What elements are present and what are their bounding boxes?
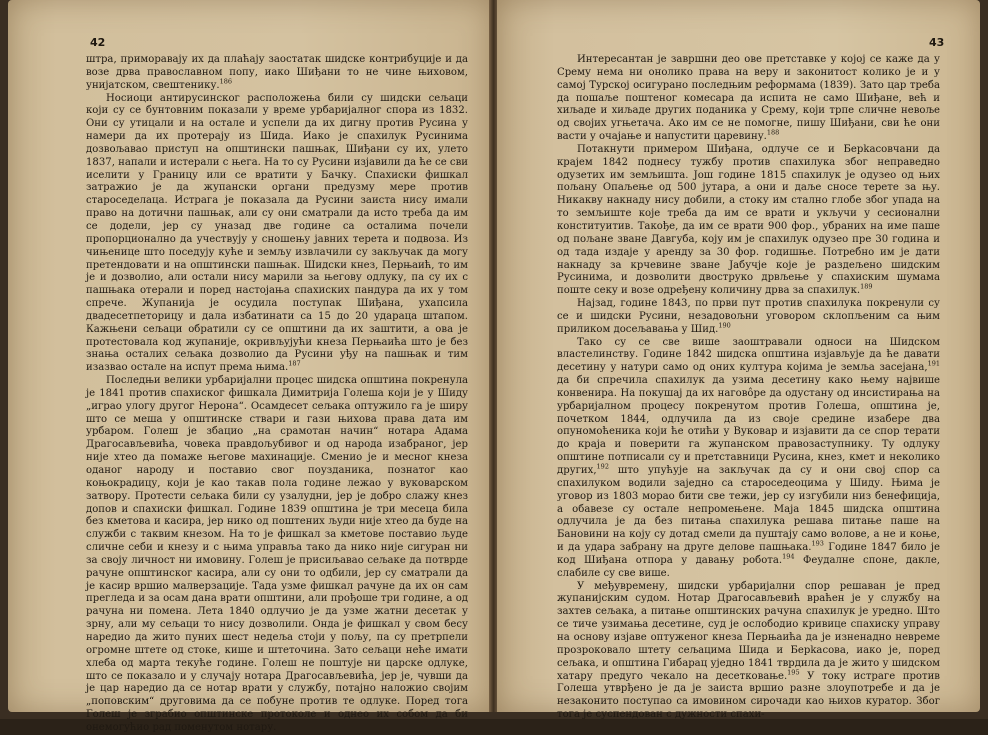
paragraph: Потакнути примером Шиђана, одлуче се и Берkасовчани да крајем 1842 поднесу тужбу против спахилука због неправедно одузетих им земљишта. Још године 1815 спахилук је одузео од њих пољану Опаљење од 500 јутара, а они и даље сносе терете за њу. Никакву накнаду нису добили, а стоку им стално глобе због упада на то земљиште које треба да им се врати и укључи у сесионални конституитив. Такође, да им се врати 900 фор., убраних на име пашe од пољане зване Давгуба, коју им је спахилук одузео пре 30 година и од тада издаје у аренду за 30 фор. годишње. Потребно им је дати накнаду за крчевине зване Јабучје које је раздељено шидским Русинима, и дозволити двоструко дрвљење у спахиским шумама поште секу и возе одређену количину дрва за спахилук.$^{189}$ <box>557 143 940 297</box>
footnote-ref: 194 <box>782 552 795 561</box>
footnote-ref: 187 <box>288 359 301 368</box>
footnote-ref: 190 <box>718 321 731 330</box>
paragraph: Последњи велики урбаријални процес шидска општина покренула је 1841 против спахиског фишкала Димитрија Голеша који је у Шиду „играо улогу другог Нерона“. Осамдесет сељака оптужило га је ширу што се меша у општинске ствари и гази њихова права дата им урбаром. Голеш је збацио „на срамотан начин“ нотара Адама Драгосављевића, човека правдољубивог и од народа изабраног, јер није хтео да помаже његове махинације. Сменио је и месног кнеза оданог народу и поставио свог поузданика, познатог као коњокрадицу, који је као такав пола године лежао у вуковарском затвору. Протести сељака били су узалудни, јер је добро слажу кнез допов и спахиски фишкал. Године 1839 општина је три месеца била без кметова и касира, јер нико од поштених људи није хтео да буде на служби с таквим кнезом. На то је фишкал за кметове поставио људе сличне себи и кнезу и с њима управља тако да нико није сигуран ни за своју личност ни имовину. Голеш је присиљавао сељаке да потврде рачуне општинског касира, али су они то одбили, јер су сматрали да је касир вршио малверзације. Тада узме фишкал рачуне да их он сам прегледа и за осам дана врати општини, али прођоше три године, а од рачуна ни помена. Лета 1840 одлучио је да узме жатни десетак у зрну, али му сељаци то нису дозволили. Онда је фишкал у свом бесу наредио да жито пуних шест недеља стоји у пољу, па су претрпели огромне штете од стоке, кише и штеточина. Зато сељаци нећe имати хлеба од марта текуће године. Голеш не поштује ни царске одлуке, што се показало и у случају нотара Драгосављевића, јер је, чувши да је цар наредио да се нотар врати у службу, потајно наложио својим „поповским“ друговима да се побуне против те одлуке. Поред тога Голеш је зграбио општинске протоколе и однео их собом да би онемогућио рад поменутом нотару. <box>86 375 468 733</box>
footnote-ref: 189 <box>860 282 873 291</box>
right-page <box>497 0 980 721</box>
paragraph: Интересантан је завршни део ове претставке у којој се каже да у Срему нема ни оноликo права на веру и законитост колико је и у самој Турској осигурано последњим реформама (1839). Зато цар треба да пошаље поштеног комесара да испита не само Шиђане, већ и хиљаде и хиљаде других поданика у Срему, који трпе сличне невоље од својих угњетача. Ако им се не помогне, пишу Шиђани, сви ће они васти у очајање и напустити царевину.$^{188}$ <box>557 54 940 143</box>
paragraph: Носиоци антирусинског расположења били су шидски сељаци који су се бунтовним показали у време урбаријалног спора из 1832. Они су утицали и на остале и успели да их дигну против Русина у намери да их протерају из Шида. Иако је спахилук Русинима дозвољавао приступ на општински пашњак, Шиђани су их, улето 1837, напали и истерали с њега. На то су Русини изјавили да ће се сви иселити у Границу или се вратити у Бачку. Спахиски фишкал затражио је да жупански органи предузму мере против староседелаца. Истрага је показала да Русини заиста нису имали право на дотични пашњак, али су они сматрали да исто треба да им се додели, јер су уназад две године са осталима почели пропорционално да учествују у сношењу јавних терета и подвоза. Из чињенице што поседују куће и земљу извлачили су закључак да могу претендовати и на општински пашњак. Шидски кнез, Перњаић, то им је и дозволио, али остали нису марили за његову одлуку, па су их с пашњака отерали и поред настојања спахиских пандура да их у том спрече. Жупанија је осудила поступак Шиђана, ухапсила двадесетпеторицу и дала избатинати са 15 до 20 удараца штапом. Кажњени сељаци обратили су се општини да их заштити, а ова је протестовала код жупаније, окривљујући кнеза Перњаића што је без знања осталих сељака дозволио да Русини уђу на пашњак и тим изазвао остале на испут према њима.$^{187}$ <box>86 92 468 374</box>
right-page-number: 43 <box>929 36 945 49</box>
footnote-ref: 188 <box>766 128 780 137</box>
footnote-ref: 186 <box>219 77 233 86</box>
right-page-text <box>557 54 940 722</box>
left-page-text <box>86 54 468 735</box>
footnote-ref: 195 <box>787 668 800 677</box>
left-page <box>8 0 491 733</box>
paragraph: Тако су се све више заоштравали односи на Шидском властелинству. Године 1842 шидска општина изјављује да ће давати десетину у натури само од оних култура којима је земља засејана,$^{191}$ да би спречила спахилук да узима десетину како њему највише конвенира. На покушај да их нагово̂ре да одустану од инсистирања на урбаријалном процесу покренутом против Голеша, општина је, почетком 1844, одлучила да из своје средине изабере два опуномоћеника који ће отићи у Вуковар и изјавити да се спор терати до краја и поверити га жупанском правозаступнику. Ту одлуку општине потписали су и претставници Русина, кнез, кмет и неколико других,$^{192}$ што упућује на закључак да су и они свој спор са спахилуком водили заједно са староседеоцима у Шиду. Њима је уговор из 1803 морао бити све тежи, јер су изгубили низ бенефиција, а обавезе су остале непромењене. Маја 1845 шидска општина одлучила је да без питања спахилука решава питање паше на Бановини на коју су дотад смели да пуштају само волове, а не и коње, и да удара забрану на друге делове пашњака.$^{193}$ Године 1847 било је код Шиђана отпора у давању робота.$^{194}$ Феудалне споне, дакле, слабиле су све више. <box>557 336 941 579</box>
paragraph: штра, приморавају их да плаћају заостатак шидске контрибуције и да возе дрва православном попу, иако Шиђани то не чине њиховом, унијатском, свештенику.$^{186}$ <box>86 54 468 91</box>
footnote-ref: 191 <box>927 359 940 368</box>
footnote-ref: 193 <box>811 539 824 548</box>
paragraph: Најзад, године 1843, по први пут против спахилука покренули су се и шидски Русини, незадовољни уговором склопљеним са њим приликом досељавања у Шид.$^{190}$ <box>557 298 940 335</box>
paragraph: У међувремену, шидски урбаријални спор решаван је пред жупанијским судом. Нотар Драгосављевић враћен је у службу на захтев сељака, а питање општинских рачуна спахилук је уредно. Што се тиче узимања десетине, суд је ослободио кривице спахиску управу на основу изјаве оптуженог кнеза Перњаића да је изненадно невреме прозроковало штету сељацима Шида и Берkасова, иако је, поред сељака, и општина Гибарац уједно 1841 тврдила да је жито у шидском хатару предуго чекало на десетковање.$^{195}$ У току истраге против Голеша утврђено је да је заиста вршио разне злоупотребе и да је незаконито поступао са имовином сирочади као њихов куратор. Због тога је суспендован с дужности спахи- <box>557 580 940 721</box>
left-page-number: 42 <box>90 36 106 49</box>
footnote-ref: 192 <box>596 462 609 471</box>
